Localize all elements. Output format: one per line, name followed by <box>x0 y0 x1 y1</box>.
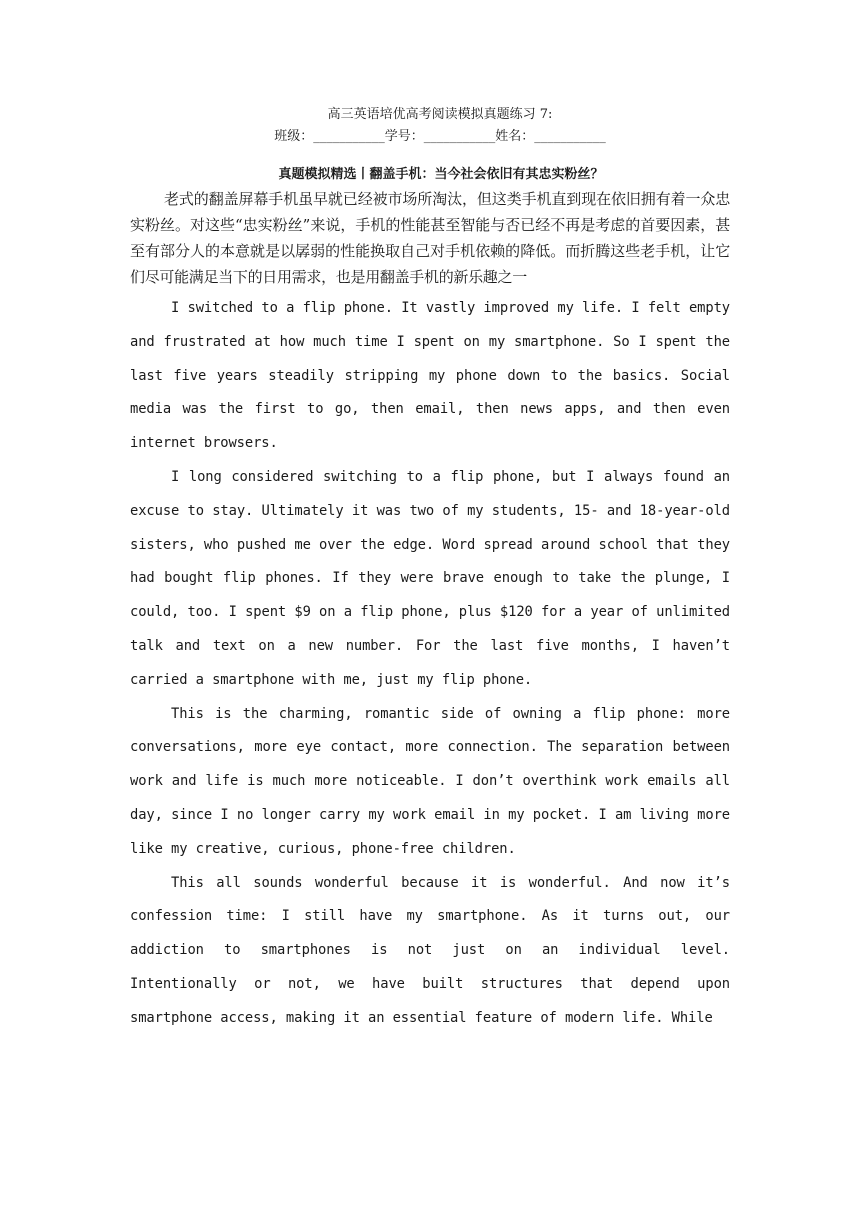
paragraph-3: This is the charming, romantic side of owning a flip phone: more conversations, more eye contact, more connection. The separation between work and life is much more noticeable. I don’t overthink work emails all day, since I no longer carry my work email in my pocket. I am living more like my creative, curious, phone-free children. <box>130 705 730 857</box>
paragraph-4: This all sounds wonderful because it is wonderful. And now it’s confession time: I still have my smartphone. As it turns out, our addiction to smartphones is not just on an individual level. Intentionally or not, we have built structures that depend upon smartphone access, making it an essential feature of modern life. While <box>130 874 730 1026</box>
article-headline: 真题模拟精选丨翻盖手机：当今社会依旧有其忠实粉丝？ <box>278 167 604 182</box>
student-info-line: 班级：___________学号：___________姓名：___________ <box>274 129 606 144</box>
document-page <box>130 104 730 1036</box>
worksheet-title: 高三英语培优高考阅读模拟真题练习 7: <box>327 107 553 122</box>
paragraph-1: I switched to a flip phone. It vastly improved my life. I felt empty and frustrated at how much time I spent on my smartphone. So I spent the last five years steadily stripping my phone down to the basics. Social media was the first to go, then email, then news apps, and then even internet browsers. <box>130 300 730 452</box>
paragraph-2: I long considered switching to a flip phone, but I always found an excuse to stay. Ultimately it was two of my students, 15- and 18-year-old sisters, who pushed me over the edge. Word spread around school that they had bought flip phones. If they were brave enough to take the plunge, I could, too. I spent $9 on a flip phone, plus $120 for a year of unlimited talk and text on a new number. For the last five months, I haven’t carried a smartphone with me, just my flip phone. <box>130 468 730 688</box>
chinese-intro-paragraph: 老式的翻盖屏幕手机虽早就已经被市场所淘汰，但这类手机直到现在依旧拥有着一众忠实粉丝。对这些“忠实粉丝”来说，手机的性能甚至智能与否已经不再是考虑的首要因素，甚至有部分人的本意就是以孱弱的性能换取自己对手机依赖的降低。而折腾这些老手机，让它们尽可能满足当下的日用需求，也是用翻盖手机的新乐趣之一 <box>130 190 730 286</box>
